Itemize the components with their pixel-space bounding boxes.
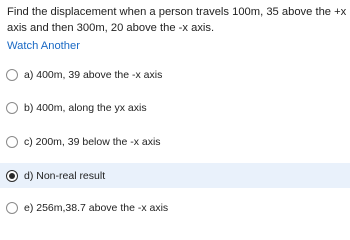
option-c[interactable] — [0, 131, 350, 153]
option-e[interactable] — [0, 197, 350, 219]
option-b[interactable] — [0, 97, 350, 119]
radio-unchecked-icon[interactable] — [6, 202, 18, 214]
radio-unchecked-icon[interactable] — [6, 136, 18, 148]
radio-checked-icon[interactable] — [6, 170, 18, 182]
question-text: Find the displacement when a person travels 100m, 35 above the +x axis and then 300m, 20 above the -x axis. — [7, 6, 347, 34]
watch-another-link[interactable]: Watch Another — [7, 40, 80, 52]
option-a-label: a) 400m, 39 above the -x axis — [24, 69, 163, 81]
option-b-label: b) 400m, along the yx axis — [24, 102, 147, 114]
option-e-label: e) 256m,38.7 above the -x axis — [24, 202, 169, 214]
radio-unchecked-icon[interactable] — [6, 102, 18, 114]
option-c-label: c) 200m, 39 below the -x axis — [24, 136, 161, 148]
radio-unchecked-icon[interactable] — [6, 69, 18, 81]
option-d[interactable] — [0, 163, 350, 188]
option-d-label: d) Non-real result — [24, 169, 106, 182]
option-a[interactable] — [0, 64, 350, 86]
radio-dot — [9, 173, 15, 179]
